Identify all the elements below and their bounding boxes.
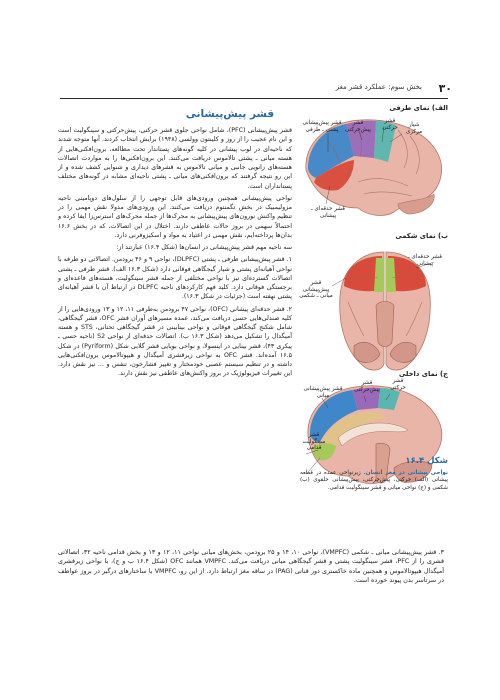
- label-motor-lateral: قشر حرکتی: [382, 118, 398, 131]
- label-dlpfc-lateral: قشر پیش‌پیشانی پشتی ـ طرفی: [302, 120, 342, 133]
- section-title: قشر پیش‌پیشانی: [185, 108, 275, 120]
- figure-label-ventral: ب) نمای شکمی: [395, 232, 448, 240]
- label-central-sulcus: شیار مرکزی: [405, 122, 423, 135]
- figure-label-lateral: الف) نمای طرفی: [389, 104, 448, 112]
- paragraph-1: قشر پیش‌پیشانی (PFC)، شامل نواحی جلوی قشر حرکتی، پیش‌حرکتی و سینگولیت است و این نام عجیب را از روز و کلینتون وولسی (۱۹۴۸) برایش انتخاب کردند. آنها متوجه شدند که ناحیه‌ای در لوب پیشانی در کلیه گونه‌های پستاندار تحت مطالعه، برون‌افکنی‌هایی از هسته میانی ـ پشتی تالاموس دریافت می‌کنند. این برون‌افکنی‌ها را به مواردت اتصالات هسته‌های زانویی جانبی و میانی تالاموس به قشرهای دیداری و شنوایی کشف شده و از این رو نتیجه گرفتند که برون‌افکنی‌های میانی ـ پشتی ناحیه‌ای مشابه در گونه‌های مختلف پستانداران است.: [58, 127, 292, 190]
- list-item-ofc: ۲. قشر حدقه‌ای پیشانی (OFC)، نواحی ۴۷ برودمن به‌طرفی ۱۱، ۱۲ و ۱۳ ورودی‌هایی را از کلیه صندلی‌هایی حسی دریافت می‌کند، عمده مسیرهای آوران قشر OFC، قشر گیجگاهی، شامل شکنج گیجگاهی فوقانی و نواحی بینابینی در قشر گیجگاهی تحتانی، STS و هسته آمیگدال را تشکیل می‌دهد (شکل ۱۶.۳ ب). اتصالات حدقه‌ای از نواحی S2 (ناحیه حسی ـ پیکری ۴۳)، قشر بینایی در اینسولا، و نواحی بویایی قشر گلابی شکل (Pyriform) در شکل ۱۶.۵ آمده‌اند. قشر OFC به نواحی زیرقشری آمیگدال و هیپوتالاموس برون‌افکنی‌هایی داشته و در تنظیم سیستم عصبی خودمختار و تغییر فشارخون، تنفس و … نیز نقش دارد. این تغییرات فیزیولوژیک در بروز واکنش‌های عاطفی نیز نقش دارند.: [58, 305, 292, 378]
- main-text-column: [58, 126, 292, 382]
- label-motor-medial: قشر حرکتی: [390, 378, 406, 391]
- label-premotor-medial: قشر پیش‌حرکتی: [354, 380, 380, 393]
- label-vmpfc-ventral: قشر پیش‌پیشانی میانی ـ شکمی: [299, 280, 333, 300]
- label-cingulate-medial: قشر سینگولیت قدامی: [302, 432, 326, 452]
- page-header: [0, 82, 500, 96]
- label-ofc-ventral: قشر حدقه‌ای ـ پیشانی: [408, 254, 442, 267]
- figure-caption-title: شکل ۱۶.۴: [405, 456, 448, 466]
- figure-caption-bold: نواحی پیشانی در مغز انسان.: [363, 470, 449, 476]
- figure-caption: [300, 470, 448, 492]
- label-ofc-lateral: قشر حدقه‌ای ـ پیشانی: [311, 206, 345, 219]
- label-medial-pfc: قشر پیش‌پیشانی میانی: [303, 386, 343, 399]
- paragraph-2: نواحی پیش‌پیشانی همچنین ورودی‌های قابل توجهی را از سلول‌های دوپامینی ناحیه مزولیمبیک در بخش تگمنتوم دریافت می‌کنند. این ورودی‌های مدولا نقش مهمی را در تنظیم واکنش نورون‌های پیش‌پیشانی به محرک‌ها از جمله محرک‌های استرس‌زا ایفا کرده و احتمالاً سهمی در بروز حالات عاطفی دارند. اختلال در این اتصالات، که در بخش ۱۶.۶ بدان‌ها پرداخته‌ایم، نقش مهمی در اعتیاد به مواد و اسکیزوفرنی دارد.: [58, 194, 292, 239]
- running-title: بخش سوم: عملکرد قشر مغز: [335, 83, 422, 91]
- list-item-vmpfc: ۳. قشر پیش‌پیشانی میانی ـ شکمی (VMPFC)، نواحی ۱۰، ۱۴ و ۲۵ برودمن، بخش‌های میانی نواحی ۱۱، ۱۲ و ۱۳ و بخش قدامی ناحیه ۳۲، اتصالاتی قشری را از PFC، قشر سینگولیت پشتی و قشر گیجگاهی میانی دریافت می‌کند. VMPFC همانند OFC (شکل ۱۶.۴ ب و ج)، با نواحی زیرقشری آمیگدال هیپوتالاموس و همچنین ماده خاکستری دور قناتی (PAG) در ساقه مغز ارتباط دارد. از این رو، VMPFC با ساختارهای درگیر در بروز عواطف در سرتاسر بدن پیوند خورده است.: [58, 549, 445, 584]
- page-number: ۳۰: [438, 82, 452, 95]
- paragraph-3: سه ناحیه مهم قشر پیش‌پیشانی در انسان‌ها (شکل ۱۶.۴) عبارتند از:: [116, 244, 292, 251]
- figure-caption-body: زیرنواحی عمده در قطعه پیشانی (الف) حرکتی، پیش‌حرکتی، پیش‌پیشانی حلقوی (ب) شکمی و (ج) نواحی میانی و قشر سینگولیت قدامی.: [300, 470, 448, 491]
- header-rule: [60, 98, 448, 99]
- list-item-dlpfc: ۱. قشر پیش‌پیشانی طرفی ـ پشتی (DLPFC)، نواحی ۹ و ۴۶ برودمن. اتصالاتی دو طرفه با نواحی آهیانه‌ای پشتی و شیار گیجگاهی فوقانی دارد (شکل ۱۶.۳ الف). قشر طرفی ـ پشتی اتصالات گسترده‌ای نیز با نواحی مختلفی از جمله قشر سینگولیت، هسته‌های قاعده‌ای و برجستگی فوقانی دارد. کلید فهم کارکردهای ناحیه DLPFC در ارتباط آن با قشر آهیانه‌ای پشتی نهفته است (جزئیات در شکل ۱۶.۳).: [58, 256, 293, 301]
- figure-label-medial: ج) نمای داخلی: [399, 370, 448, 378]
- label-premotor-lateral: قشر پیش‌حرکتی: [345, 120, 371, 133]
- full-width-text: [58, 548, 444, 585]
